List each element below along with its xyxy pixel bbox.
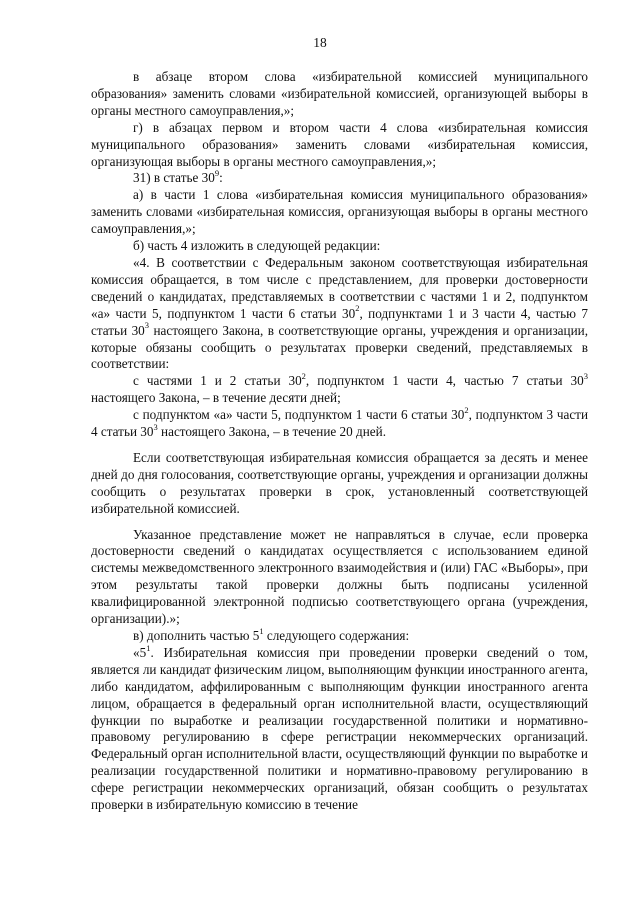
- superscript: 2: [355, 303, 360, 314]
- text-run: г) в абзацах первом и втором части 4 слова «избирательная комиссия муниципального образования» заменить словами «избирательная комиссия, организующая выборы в органы местного самоуправления,»;: [91, 119, 588, 169]
- paragraph-p06: [91, 255, 588, 373]
- text-run: , подпунктом 1 части 4, частью 7 статьи 30: [305, 373, 584, 389]
- superscript: 2: [301, 370, 306, 381]
- paragraph-p09: [91, 450, 588, 518]
- superscript: 3: [583, 370, 588, 381]
- paragraph-p08: [91, 404, 589, 441]
- text-run: «5: [133, 644, 147, 660]
- document-body: [91, 69, 588, 814]
- superscript: 9: [214, 168, 220, 179]
- text-run: следующего содержания:: [263, 628, 410, 643]
- paragraph-p03: [91, 170, 588, 187]
- text-run: в) дополнить частью 5: [133, 628, 260, 643]
- superscript: 3: [153, 421, 158, 432]
- superscript: 1: [146, 642, 151, 653]
- text-run: Указанное представление может не направляться в случае, если проверка достоверности сведений о кандидатах осуществляется с использованием единой системы межведомственного электронного взаимодействия и (или) ГАС «Выборы», при этом результаты такой проверки должны быть подписаны усиленной квалифицированной электронной подписью соответствующего органа (учреждения, организации).»;: [91, 526, 588, 627]
- text-run: . Избирательная комиссия при проведении проверки сведений о том, является ли кандидат физическим лицом, выполняющим функции иностранного агента, либо кандидатом, аффилированным с выполняющим функции иностранного агента лицом, обращается в федеральный орган исполнительной власти, осуществляющий функции по выработке и реализации государственной политики и нормативно-правовому регулированию в сфере регистрации некоммерческих организаций. Федеральный орган исполнительной власти, осуществляющий функции по выработке и реализации государственной политики и нормативно-правовому регулированию в сфере регистрации некоммерческих организаций, обязан сообщить о результатах проверки в избирательную комиссию в течение: [91, 644, 588, 813]
- paragraph-p12: [91, 642, 588, 814]
- text-run: , подпунктом 3 части 4 статьи 30: [91, 407, 589, 440]
- text-run: настоящего Закона, в соответствующие органы, учреждения и организации, которые обязаны сообщить о результатах проверки сведений, представляемых в соответствии:: [91, 322, 589, 372]
- paragraph-p07: [91, 370, 588, 407]
- superscript: 2: [464, 404, 469, 415]
- paragraph-p02: [91, 120, 588, 171]
- page-number: 18: [313, 35, 327, 50]
- text-run: б) часть 4 изложить в следующей редакции:: [133, 238, 381, 254]
- text-run: 31) в статье 30: [133, 170, 215, 186]
- superscript: 3: [144, 320, 150, 331]
- paragraph-p01: [91, 69, 588, 120]
- text-run: :: [219, 170, 223, 186]
- text-run: Если соответствующая избирательная комиссия обращается за десять и менее дней до дня голосования, соответствующие органы, учреждения и организации должны сообщить о результатах проверки в срок, установленный соответствующей избирательной комиссией.: [91, 449, 588, 516]
- paragraph-p10: [91, 527, 588, 628]
- text-run: с подпунктом «а» части 5, подпунктом 1 части 6 статьи 30: [133, 407, 465, 423]
- paragraph-p05: [91, 238, 588, 255]
- superscript: 1: [259, 625, 264, 636]
- text-run: настоящего Закона, – в течение десяти дней;: [91, 390, 341, 406]
- text-run: а) в части 1 слова «избирательная комиссия муниципального образования» заменить словами «избирательная комиссия, организующая выборы в органы местного самоуправления,»;: [91, 187, 588, 237]
- text-run: в абзаце втором слова «избирательной комиссией муниципального образования» заменить словами «избирательной комиссией, организующей выборы в органы местного самоуправления,»;: [91, 69, 588, 118]
- paragraph-p11: [91, 625, 588, 645]
- text-run: , подпунктами 1 и 3 части 4, частью 7 статьи 30: [91, 305, 588, 338]
- text-run: настоящего Закона, – в течение 20 дней.: [157, 424, 386, 440]
- text-run: с частями 1 и 2 статьи 30: [133, 373, 302, 389]
- text-run: «4. В соответствии с Федеральным законом соответствующая избирательная комиссия обращается, в том числе с представлением, для проверки достоверности сведений о кандидатах, представляемых в соответствии с частями 1 и 2, подпунктом «а» части 5, подпунктом 1 части 6 статьи 30: [91, 254, 588, 321]
- paragraph-p04: [91, 187, 588, 238]
